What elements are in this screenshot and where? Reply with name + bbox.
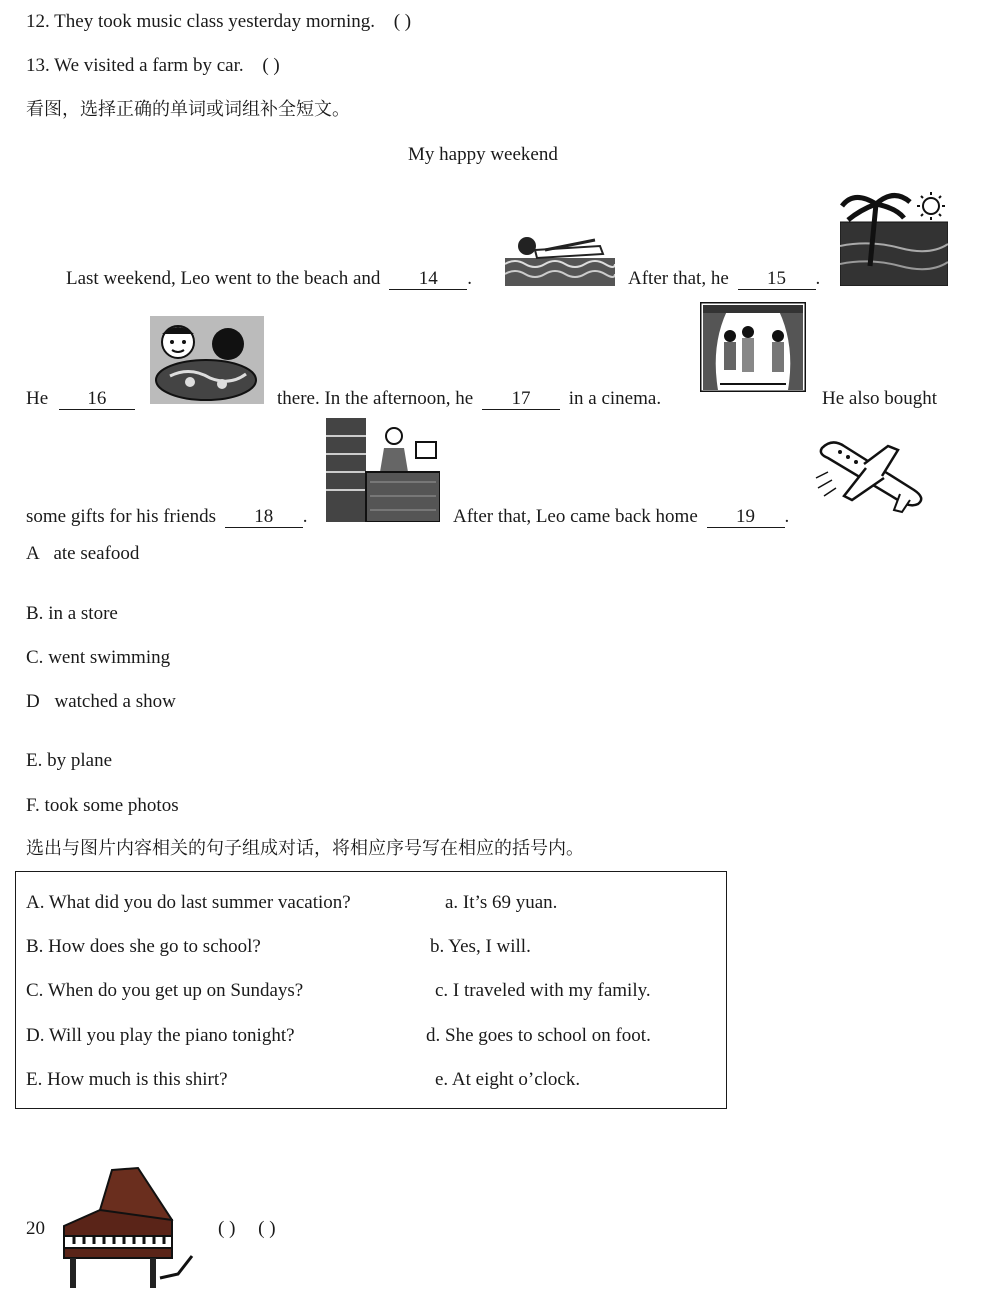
passage-line-1a: Last weekend, Leo went to the beach and 14 . <box>66 268 472 289</box>
beach-palm-icon <box>840 186 948 286</box>
option-e: E. by plane <box>26 750 113 771</box>
piano-icon <box>60 1166 200 1290</box>
option-c: C. went swimming <box>26 647 171 668</box>
store-counter-icon <box>326 418 440 522</box>
blank-15[interactable]: 15 <box>738 269 816 290</box>
answer-option-c: c. I traveled with my family. <box>435 980 651 1001</box>
passage-line-2c: He also bought <box>822 388 938 409</box>
blank-18[interactable]: 18 <box>225 507 303 528</box>
answer-option-b: b. Yes, I will. <box>430 936 531 957</box>
section2-instruction: 看图，选择正确的单词或词组补全短文。 <box>26 99 350 120</box>
answer-option-d: d. She goes to school on foot. <box>426 1025 651 1046</box>
option-b: B. in a store <box>26 603 118 624</box>
question-option-e: E. How much is this shirt? <box>26 1069 228 1090</box>
blank-19[interactable]: 19 <box>707 507 785 528</box>
option-a: A ate seafood <box>26 543 140 564</box>
section3-instruction: 选出与图片内容相关的句子组成对话，将相应序号写在相应的括号内。 <box>26 838 584 859</box>
blank-14[interactable]: 14 <box>389 269 467 290</box>
answer-option-e: e. At eight o’clock. <box>435 1069 581 1090</box>
answer-bracket-12[interactable]: ( ) <box>393 11 412 32</box>
answer-option-a: a. It’s 69 yuan. <box>445 892 558 913</box>
question-option-c: C. When do you get up on Sundays? <box>26 980 304 1001</box>
question-option-b: B. How does she go to school? <box>26 936 261 957</box>
answer-bracket-13[interactable]: ( ) <box>262 55 280 76</box>
question-option-a: A. What did you do last summer vacation? <box>26 892 351 913</box>
answer-bracket-20a[interactable]: ( ) <box>218 1218 236 1239</box>
answer-bracket-20b[interactable]: ( ) <box>258 1218 276 1239</box>
passage-line-3a: some gifts for his friends 18 . <box>26 506 308 527</box>
question-12: 12. They took music class yesterday morning. ( ) <box>26 11 412 32</box>
option-f: F. took some photos <box>26 795 179 816</box>
passage-title: My happy weekend <box>408 144 558 165</box>
passage-line-2a: He 16 <box>26 387 135 411</box>
option-d: D watched a show <box>26 691 176 712</box>
blank-17[interactable]: 17 <box>482 389 560 410</box>
question-20-number: 20 <box>26 1218 45 1239</box>
airplane-icon <box>814 438 930 514</box>
blank-16[interactable]: 16 <box>59 389 135 410</box>
question-option-d: D. Will you play the piano tonight? <box>26 1025 295 1046</box>
swimmer-icon <box>505 232 615 286</box>
passage-line-3b: After that, Leo came back home 19 . <box>453 506 790 527</box>
seafood-dinner-icon <box>150 316 264 404</box>
theater-show-icon <box>700 302 806 392</box>
passage-line-1b: After that, he 15 . <box>628 268 821 289</box>
question-13: 13. We visited a farm by car. ( ) <box>26 55 280 76</box>
question-20-answers <box>218 1217 276 1241</box>
passage-line-2b: there. In the afternoon, he 17 in a cinema. <box>277 388 662 409</box>
